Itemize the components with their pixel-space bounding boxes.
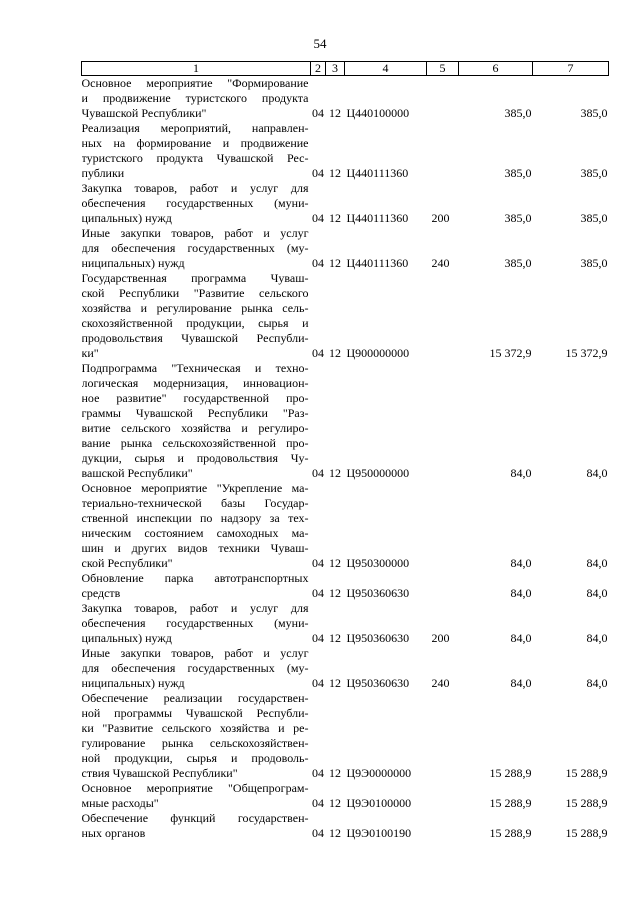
cell-c6: 15 288,9 bbox=[489, 796, 532, 810]
cell-c6: 84,0 bbox=[510, 631, 532, 645]
cell-c3: 12 bbox=[329, 211, 341, 225]
row-name-line: Обеспечение реализации государствен- bbox=[81, 691, 309, 705]
cell-c5 bbox=[427, 271, 459, 361]
cell-c6: 84,0 bbox=[510, 556, 532, 570]
row-name-line: хозяйства и регулирование рынка сель- bbox=[81, 301, 309, 315]
cell-c4: Ц9Э0100190 bbox=[346, 826, 412, 840]
table-row bbox=[82, 271, 609, 361]
row-name bbox=[82, 121, 311, 181]
table-row bbox=[82, 811, 609, 841]
cell-c6: 84,0 bbox=[510, 676, 532, 690]
cell-c5 bbox=[427, 571, 459, 601]
row-name-line: граммы Чувашской Республики "Раз- bbox=[81, 406, 309, 420]
cell-c6: 385,0 bbox=[504, 166, 532, 180]
row-name-line: Закупка товаров, работ и услуг для bbox=[81, 181, 309, 195]
row-name-line: Обеспечение функций государствен- bbox=[81, 811, 309, 825]
row-name-line: ской Республики "Развитие сельского bbox=[81, 286, 309, 300]
cell-c6: 385,0 bbox=[504, 211, 532, 225]
cell-c4: Ц440111360 bbox=[346, 166, 409, 180]
cell-c2: 04 bbox=[312, 556, 324, 570]
row-name-line: Подпрограмма "Техническая и техно- bbox=[81, 361, 309, 375]
cell-c3: 12 bbox=[329, 586, 341, 600]
cell-c7: 15 288,9 bbox=[565, 796, 608, 810]
row-name-line: Основное мероприятие "Формирование bbox=[81, 76, 309, 90]
row-name-line: Иные закупки товаров, работ и услуг bbox=[81, 226, 309, 240]
row-name-line: ных на формирование и продвижение bbox=[81, 136, 309, 150]
cell-c4: Ц9Э0100000 bbox=[346, 796, 412, 810]
cell-c4: Ц440111360 bbox=[346, 211, 409, 225]
row-name-line: гулирование рынка сельскохозяйствен- bbox=[81, 736, 309, 750]
cell-c2: 04 bbox=[312, 631, 324, 645]
row-name-line: и продвижение туристского продукта bbox=[81, 91, 309, 105]
row-name-line: Государственная программа Чуваш- bbox=[81, 271, 309, 285]
row-name-line: туристского продукта Чувашской Рес- bbox=[81, 151, 309, 165]
row-name-line: шин и других видов техники Чуваш- bbox=[81, 541, 309, 555]
cell-c6: 15 288,9 bbox=[489, 766, 532, 780]
cell-c3: 12 bbox=[329, 631, 341, 645]
row-name-line: вашской Республики" bbox=[81, 466, 193, 480]
cell-c6: 84,0 bbox=[510, 466, 532, 480]
row-name-line: ной продукции, сырья и продоволь- bbox=[81, 751, 309, 765]
row-name-line: логическая модернизация, инновацион- bbox=[81, 376, 309, 390]
row-name-line: витие сельского хозяйства и регулиро- bbox=[81, 421, 309, 435]
row-name-line: ное развитие" государственной про- bbox=[81, 391, 309, 405]
row-name-line: обеспечения государственных (муни- bbox=[81, 196, 309, 210]
row-name bbox=[82, 691, 311, 781]
cell-c6: 385,0 bbox=[504, 106, 532, 120]
row-name-line: Закупка товаров, работ и услуг для bbox=[81, 601, 309, 615]
row-name-line: Чувашской Республики" bbox=[81, 106, 207, 120]
cell-c3: 12 bbox=[329, 346, 341, 360]
row-name-line: ципальных) нужд bbox=[81, 631, 172, 645]
row-name-line: Обновление парка автотранспортных bbox=[81, 571, 309, 585]
cell-c2: 04 bbox=[312, 766, 324, 780]
page-number: 54 bbox=[313, 36, 327, 51]
row-name-line: для обеспечения государственных (му- bbox=[81, 661, 309, 675]
cell-c2: 04 bbox=[312, 826, 324, 840]
cell-c7: 84,0 bbox=[586, 676, 608, 690]
row-name-line: дукции, сырья и продовольствия Чу- bbox=[81, 451, 309, 465]
cell-c3: 12 bbox=[329, 466, 341, 480]
table-row bbox=[82, 646, 609, 691]
table-row bbox=[82, 601, 609, 646]
header-col-4: 4 bbox=[345, 62, 427, 76]
row-name-line: ципальных) нужд bbox=[81, 211, 172, 225]
row-name-line: Иные закупки товаров, работ и услуг bbox=[81, 646, 309, 660]
table-row bbox=[82, 691, 609, 781]
cell-c2: 04 bbox=[312, 106, 324, 120]
row-name-line: Основное мероприятие "Общепрограм- bbox=[81, 781, 309, 795]
row-name-line: ки "Развитие сельского хозяйства и ре- bbox=[81, 721, 309, 735]
row-name-line: скохозяйственной продукции, сырья и bbox=[81, 316, 309, 330]
cell-c4: Ц950360630 bbox=[346, 586, 410, 600]
cell-c2: 04 bbox=[312, 346, 324, 360]
row-name-line: ниципальных) нужд bbox=[81, 676, 185, 690]
cell-c5: 240 bbox=[431, 256, 450, 270]
row-name bbox=[82, 226, 311, 271]
cell-c3: 12 bbox=[329, 766, 341, 780]
cell-c7: 15 372,9 bbox=[565, 346, 608, 360]
cell-c2: 04 bbox=[312, 676, 324, 690]
budget-table bbox=[81, 61, 609, 841]
table-row bbox=[82, 571, 609, 601]
cell-c7: 385,0 bbox=[580, 166, 608, 180]
cell-c5 bbox=[427, 811, 459, 841]
cell-c2: 04 bbox=[312, 256, 324, 270]
cell-c5 bbox=[427, 481, 459, 571]
cell-c3: 12 bbox=[329, 106, 341, 120]
header-col-7: 7 bbox=[533, 62, 609, 76]
row-name bbox=[82, 361, 311, 481]
row-name-line: публики bbox=[81, 166, 125, 180]
cell-c3: 12 bbox=[329, 166, 341, 180]
cell-c6: 15 288,9 bbox=[489, 826, 532, 840]
cell-c7: 385,0 bbox=[580, 256, 608, 270]
table-row bbox=[82, 181, 609, 226]
cell-c6: 385,0 bbox=[504, 256, 532, 270]
row-name-line: ственной инспекции по надзору за тех- bbox=[81, 511, 309, 525]
row-name-line: ниципальных) нужд bbox=[81, 256, 185, 270]
cell-c2: 04 bbox=[312, 166, 324, 180]
row-name bbox=[82, 481, 311, 571]
header-col-6: 6 bbox=[459, 62, 533, 76]
header-col-3: 3 bbox=[326, 62, 345, 76]
cell-c3: 12 bbox=[329, 556, 341, 570]
row-name-line: для обеспечения государственных (му- bbox=[81, 241, 309, 255]
cell-c7: 84,0 bbox=[586, 631, 608, 645]
table-row bbox=[82, 781, 609, 811]
row-name bbox=[82, 571, 311, 601]
cell-c7: 15 288,9 bbox=[565, 766, 608, 780]
cell-c2: 04 bbox=[312, 586, 324, 600]
header-col-1: 1 bbox=[82, 62, 311, 76]
cell-c4: Ц440100000 bbox=[346, 106, 410, 120]
cell-c4: Ц900000000 bbox=[346, 346, 410, 360]
row-name-line: Основное мероприятие "Укрепление ма- bbox=[81, 481, 309, 495]
cell-c3: 12 bbox=[329, 256, 341, 270]
cell-c4: Ц9Э0000000 bbox=[346, 766, 412, 780]
cell-c2: 04 bbox=[312, 466, 324, 480]
cell-c5 bbox=[427, 781, 459, 811]
table-row bbox=[82, 481, 609, 571]
row-name-line: вание рынка сельскохозяйственной про- bbox=[81, 436, 309, 450]
row-name bbox=[82, 76, 311, 122]
cell-c2: 04 bbox=[312, 796, 324, 810]
row-name-line: ной программы Чувашской Республи- bbox=[81, 706, 309, 720]
cell-c3: 12 bbox=[329, 826, 341, 840]
header-row bbox=[82, 62, 609, 76]
table-row bbox=[82, 121, 609, 181]
cell-c7: 385,0 bbox=[580, 106, 608, 120]
cell-c3: 12 bbox=[329, 676, 341, 690]
cell-c5: 200 bbox=[431, 631, 450, 645]
cell-c5: 200 bbox=[431, 211, 450, 225]
cell-c5: 240 bbox=[431, 676, 450, 690]
row-name-line: продовольствия Чувашской Республи- bbox=[81, 331, 309, 345]
row-name-line: ных органов bbox=[81, 826, 146, 840]
table-row bbox=[82, 226, 609, 271]
table-row bbox=[82, 361, 609, 481]
row-name-line: обеспечения государственных (муни- bbox=[81, 616, 309, 630]
row-name bbox=[82, 781, 311, 811]
row-name bbox=[82, 601, 311, 646]
cell-c7: 84,0 bbox=[586, 466, 608, 480]
header-col-2: 2 bbox=[311, 62, 326, 76]
cell-c6: 84,0 bbox=[510, 586, 532, 600]
row-name-line: мные расходы" bbox=[81, 796, 159, 810]
row-name-line: ки" bbox=[81, 346, 99, 360]
cell-c5 bbox=[427, 691, 459, 781]
cell-c7: 84,0 bbox=[586, 556, 608, 570]
row-name bbox=[82, 271, 311, 361]
cell-c6: 15 372,9 bbox=[489, 346, 532, 360]
cell-c7: 385,0 bbox=[580, 211, 608, 225]
cell-c4: Ц950360630 bbox=[346, 676, 410, 690]
cell-c4: Ц950300000 bbox=[346, 556, 410, 570]
row-name bbox=[82, 811, 311, 841]
cell-c2: 04 bbox=[312, 211, 324, 225]
cell-c4: Ц440111360 bbox=[346, 256, 409, 270]
table-row bbox=[82, 76, 609, 122]
row-name-line: Реализация мероприятий, направлен- bbox=[81, 121, 309, 135]
cell-c5 bbox=[427, 76, 459, 122]
row-name bbox=[82, 181, 311, 226]
header-col-5: 5 bbox=[427, 62, 459, 76]
row-name bbox=[82, 646, 311, 691]
cell-c4: Ц950000000 bbox=[346, 466, 410, 480]
row-name-line: ническим состоянием самоходных ма- bbox=[81, 526, 309, 540]
cell-c5 bbox=[427, 121, 459, 181]
row-name-line: ской Республики" bbox=[81, 556, 173, 570]
row-name-line: териально-технической базы Государ- bbox=[81, 496, 309, 510]
cell-c7: 15 288,9 bbox=[565, 826, 608, 840]
row-name-line: средств bbox=[81, 586, 121, 600]
row-name-line: ствия Чувашской Республики" bbox=[81, 766, 238, 780]
cell-c5 bbox=[427, 361, 459, 481]
cell-c4: Ц950360630 bbox=[346, 631, 410, 645]
cell-c7: 84,0 bbox=[586, 586, 608, 600]
cell-c3: 12 bbox=[329, 796, 341, 810]
